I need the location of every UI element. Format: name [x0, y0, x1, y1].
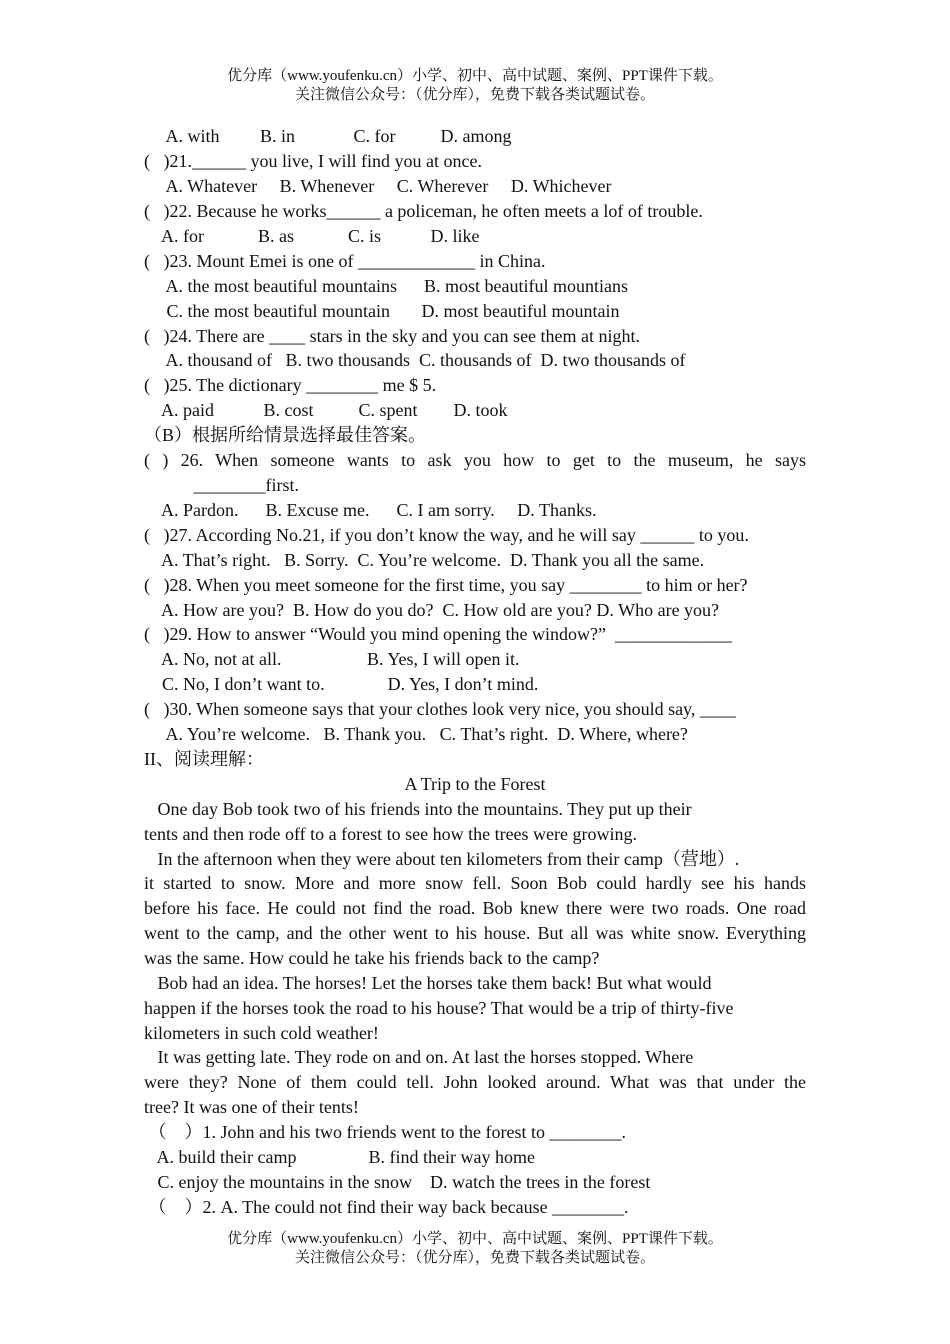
header-line-2: 关注微信公众号：（优分库），免费下载各类试题试卷。: [294, 87, 655, 103]
option-line: A. You’re welcome. B. Thank you. C. That’s right. D. Where, where?: [144, 724, 688, 744]
option-line: C. No, I don’t want to. D. Yes, I don’t mind.: [144, 674, 539, 694]
passage-line: before his face. He could not find the road. Bob knew there were two roads. One road: [144, 898, 806, 918]
question-26-cont: ________first.: [144, 475, 299, 495]
option-line: C. enjoy the mountains in the snow D. watch the trees in the forest: [144, 1172, 651, 1192]
passage-line: It was getting late. They rode on and on. At last the horses stopped. Where: [144, 1047, 694, 1067]
question-29: ( )29. How to answer “Would you mind opening the window?” _____________: [144, 624, 732, 644]
option-line: A. the most beautiful mountains B. most beautiful mountians: [144, 276, 628, 296]
option-line: C. the most beautiful mountain D. most beautiful mountain: [144, 301, 620, 321]
question-23: ( )23. Mount Emei is one of _____________ in China.: [144, 251, 546, 271]
question-25: ( )25. The dictionary ________ me $ 5.: [144, 375, 437, 395]
option-line: A. Pardon. B. Excuse me. C. I am sorry. D. Thanks.: [144, 500, 597, 520]
option-line: A. That’s right. B. Sorry. C. You’re welcome. D. Thank you all the same.: [144, 550, 705, 570]
passage-line: it started to snow. More and more snow fell. Soon Bob could hardly see his hands: [144, 873, 806, 893]
passage-line: One day Bob took two of his friends into the mountains. They put up their: [144, 799, 692, 819]
passage-line: went to the camp, and the other went to his house. But all was white snow. Everything: [144, 923, 806, 943]
option-line: A. No, not at all. B. Yes, I will open it.: [144, 649, 520, 669]
section-b-heading: （B）根据所给情景选择最佳答案。: [144, 425, 427, 445]
option-line: A. with B. in C. for D. among: [144, 126, 512, 146]
question-21: ( )21.______ you live, I will find you at once.: [144, 151, 482, 171]
header-line-1: 优分库（www.youfenku.cn）小学、初中、高中试题、案例、PPT课件下载。: [227, 68, 723, 84]
section-ii-heading: II、阅读理解：: [144, 749, 264, 769]
question-22: ( )22. Because he works______ a policeman, he often meets a lof of trouble.: [144, 201, 703, 221]
passage-line: happen if the horses took the road to his house? That would be a trip of thirty-five: [144, 998, 734, 1018]
passage-line: tents and then rode off to a forest to see how the trees were growing.: [144, 824, 638, 844]
option-line: A. thousand of B. two thousands C. thousands of D. two thousands of: [144, 350, 686, 370]
passage-line: was the same. How could he take his friends back to the camp?: [144, 948, 600, 968]
reading-question-2: （ ）2. A. The could not find their way back because ________.: [144, 1197, 629, 1217]
question-26: ( ) 26. When someone wants to ask you how to get to the museum, he says: [144, 450, 806, 470]
footer-line-1: 优分库（www.youfenku.cn）小学、初中、高中试题、案例、PPT课件下载。: [227, 1231, 723, 1247]
passage-line: were they? None of them could tell. John looked around. What was that under the: [144, 1072, 806, 1092]
option-line: A. for B. as C. is D. like: [144, 226, 480, 246]
footer-line-2: 关注微信公众号：（优分库），免费下载各类试题试卷。: [294, 1250, 655, 1266]
option-line: A. How are you? B. How do you do? C. How old are you? D. Who are you?: [144, 600, 720, 620]
passage-title: A Trip to the Forest: [404, 774, 546, 794]
reading-question-1: （ ）1. John and his two friends went to the forest to ________.: [144, 1122, 626, 1142]
question-30: ( )30. When someone says that your clothes look very nice, you should say, ____: [144, 699, 736, 719]
option-line: A. Whatever B. Whenever C. Wherever D. Whichever: [144, 176, 612, 196]
question-28: ( )28. When you meet someone for the first time, you say ________ to him or her?: [144, 575, 748, 595]
passage-line: In the afternoon when they were about ten kilometers from their camp（营地）.: [144, 849, 740, 869]
passage-line: tree? It was one of their tents!: [144, 1097, 359, 1117]
passage-line: Bob had an idea. The horses! Let the horses take them back! But what would: [144, 973, 712, 993]
passage-line: kilometers in such cold weather!: [144, 1023, 379, 1043]
option-line: A. paid B. cost C. spent D. took: [144, 400, 508, 420]
question-24: ( )24. There are ____ stars in the sky and you can see them at night.: [144, 326, 641, 346]
question-27: ( )27. According No.21, if you don’t know the way, and he will say ______ to you.: [144, 525, 749, 545]
option-line: A. build their camp B. find their way home: [144, 1147, 535, 1167]
